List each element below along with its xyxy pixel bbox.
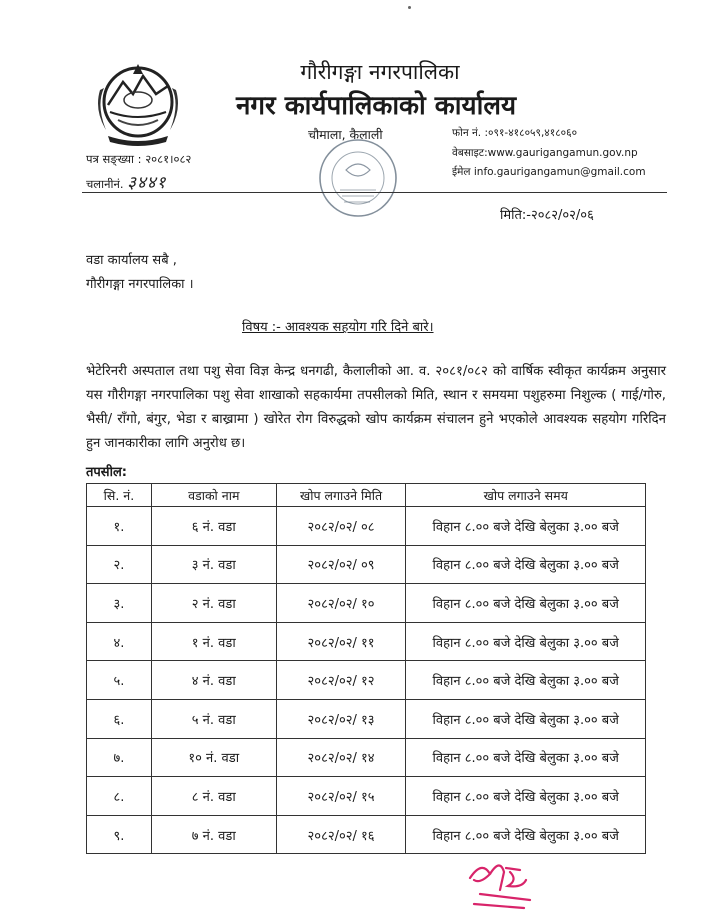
- column-header: खोप लगाउने समय: [406, 484, 646, 507]
- table-row: [87, 545, 646, 584]
- serial-cell: ९.: [87, 815, 152, 854]
- column-header: सि. नं.: [87, 484, 152, 507]
- ward-cell: १० नं. वडा: [151, 738, 276, 777]
- table-row: [87, 661, 646, 700]
- ward-cell: ४ नं. वडा: [151, 661, 276, 700]
- recipient-line-2: गौरीगङ्गा नगरपालिका ।: [86, 277, 194, 292]
- ward-cell: ६ नं. वडा: [151, 507, 276, 546]
- time-cell: विहान ८.०० बजे देखि बेलुका ३.०० बजे: [406, 815, 646, 854]
- ward-cell: २ नं. वडा: [151, 584, 276, 623]
- serial-cell: ७.: [87, 738, 152, 777]
- date-cell: २०८२/०२/ १२: [276, 661, 406, 700]
- serial-cell: ४.: [87, 622, 152, 661]
- office-location: चौमाला, कैलाली: [308, 127, 383, 142]
- phone-number: फोन नं. :०९१-४१८०५९,४१८०६०: [452, 127, 578, 139]
- org-name: गौरीगङ्गा नगरपालिका: [300, 60, 460, 84]
- time-cell: विहान ८.०० बजे देखि बेलुका ३.०० बजे: [406, 622, 646, 661]
- ward-cell: ३ नं. वडा: [151, 545, 276, 584]
- ward-cell: ७ नं. वडा: [151, 815, 276, 854]
- table-row: [87, 699, 646, 738]
- table-row: [87, 777, 646, 816]
- dispatch-line: [86, 170, 167, 193]
- date-cell: २०८२/०२/ ०९: [276, 545, 406, 584]
- letter-number: पत्र सङ्ख्या : २०८१।०८२: [86, 152, 192, 166]
- scan-mark: [408, 6, 411, 9]
- time-cell: विहान ८.०० बजे देखि बेलुका ३.०० बजे: [406, 661, 646, 700]
- date-cell: २०८२/०२/ १४: [276, 738, 406, 777]
- serial-cell: ५.: [87, 661, 152, 700]
- subject-line: विषय :- आवश्यक सहयोग गरि दिने बारे।: [242, 320, 434, 335]
- table-row: [87, 584, 646, 623]
- date-cell: २०८२/०२/ १५: [276, 777, 406, 816]
- table-row: [87, 815, 646, 854]
- office-stamp-icon: [310, 130, 410, 230]
- office-name: नगर कार्यपालिकाको कार्यालय: [235, 91, 517, 121]
- email-address[interactable]: ईमेल info.gaurigangamun@gmail.com: [452, 166, 646, 178]
- serial-cell: २.: [87, 545, 152, 584]
- table-row: [87, 622, 646, 661]
- time-cell: विहान ८.०० बजे देखि बेलुका ३.०० बजे: [406, 738, 646, 777]
- website-link[interactable]: वेबसाइट:www.gaurigangamun.gov.np: [452, 147, 638, 159]
- date-cell: २०८२/०२/ १३: [276, 699, 406, 738]
- time-cell: विहान ८.०० बजे देखि बेलुका ३.०० बजे: [406, 699, 646, 738]
- signature-icon: [460, 850, 540, 910]
- column-header: खोप लगाउने मिति: [276, 484, 406, 507]
- time-cell: विहान ८.०० बजे देखि बेलुका ३.०० बजे: [406, 545, 646, 584]
- time-cell: विहान ८.०० बजे देखि बेलुका ३.०० बजे: [406, 584, 646, 623]
- time-cell: विहान ८.०० बजे देखि बेलुका ३.०० बजे: [406, 507, 646, 546]
- nepal-emblem-icon: [88, 50, 188, 150]
- ward-cell: १ नं. वडा: [151, 622, 276, 661]
- time-cell: विहान ८.०० बजे देखि बेलुका ३.०० बजे: [406, 777, 646, 816]
- dispatch-label: चलानीनं.: [86, 177, 124, 191]
- date-cell: २०८२/०२/ ०८: [276, 507, 406, 546]
- table-row: [87, 507, 646, 546]
- ward-cell: ५ नं. वडा: [151, 699, 276, 738]
- column-header: वडाको नाम: [151, 484, 276, 507]
- serial-cell: ६.: [87, 699, 152, 738]
- serial-cell: ३.: [87, 584, 152, 623]
- dispatch-number: ३४४१: [127, 173, 167, 193]
- vaccination-schedule-table: [86, 483, 646, 854]
- letter-date: मिति:-२०८२/०२/०६: [500, 208, 594, 223]
- ward-cell: ८ नं. वडा: [151, 777, 276, 816]
- table-header-row: [87, 484, 646, 507]
- date-cell: २०८२/०२/ १६: [276, 815, 406, 854]
- serial-cell: १.: [87, 507, 152, 546]
- recipient-line-1: वडा कार्यालय सबै ,: [86, 253, 177, 268]
- details-label: तपसील:: [86, 465, 127, 480]
- serial-cell: ८.: [87, 777, 152, 816]
- table-row: [87, 738, 646, 777]
- date-cell: २०८२/०२/ ११: [276, 622, 406, 661]
- date-cell: २०८२/०२/ १०: [276, 584, 406, 623]
- header-divider: [82, 192, 667, 193]
- body-paragraph: भेटेरिनरी अस्पताल तथा पशु सेवा विज्ञ केन्द्र धनगढी, कैलालीको आ. व. २०८१/०८२ को वार्षिक स्वीकृत कार्यक्रम अनुसार यस गौरीगङ्गा नगरपालिका पशु सेवा शाखाको सहकार्यमा तपसीलको मिति, स्थान र समयमा पशुहरुमा निशुल्क ( गाई/गोरु, भैसी/ राँगो, बंगुर, भेडा र बाख्रामा ) खोरेत रोग विरुद्धको खोप कार्यक्रम संचालन हुने भएकोले आवश्यक सहयोग गरिदिन हुन जानकारीका लागि अनुरोध छ।: [86, 364, 666, 451]
